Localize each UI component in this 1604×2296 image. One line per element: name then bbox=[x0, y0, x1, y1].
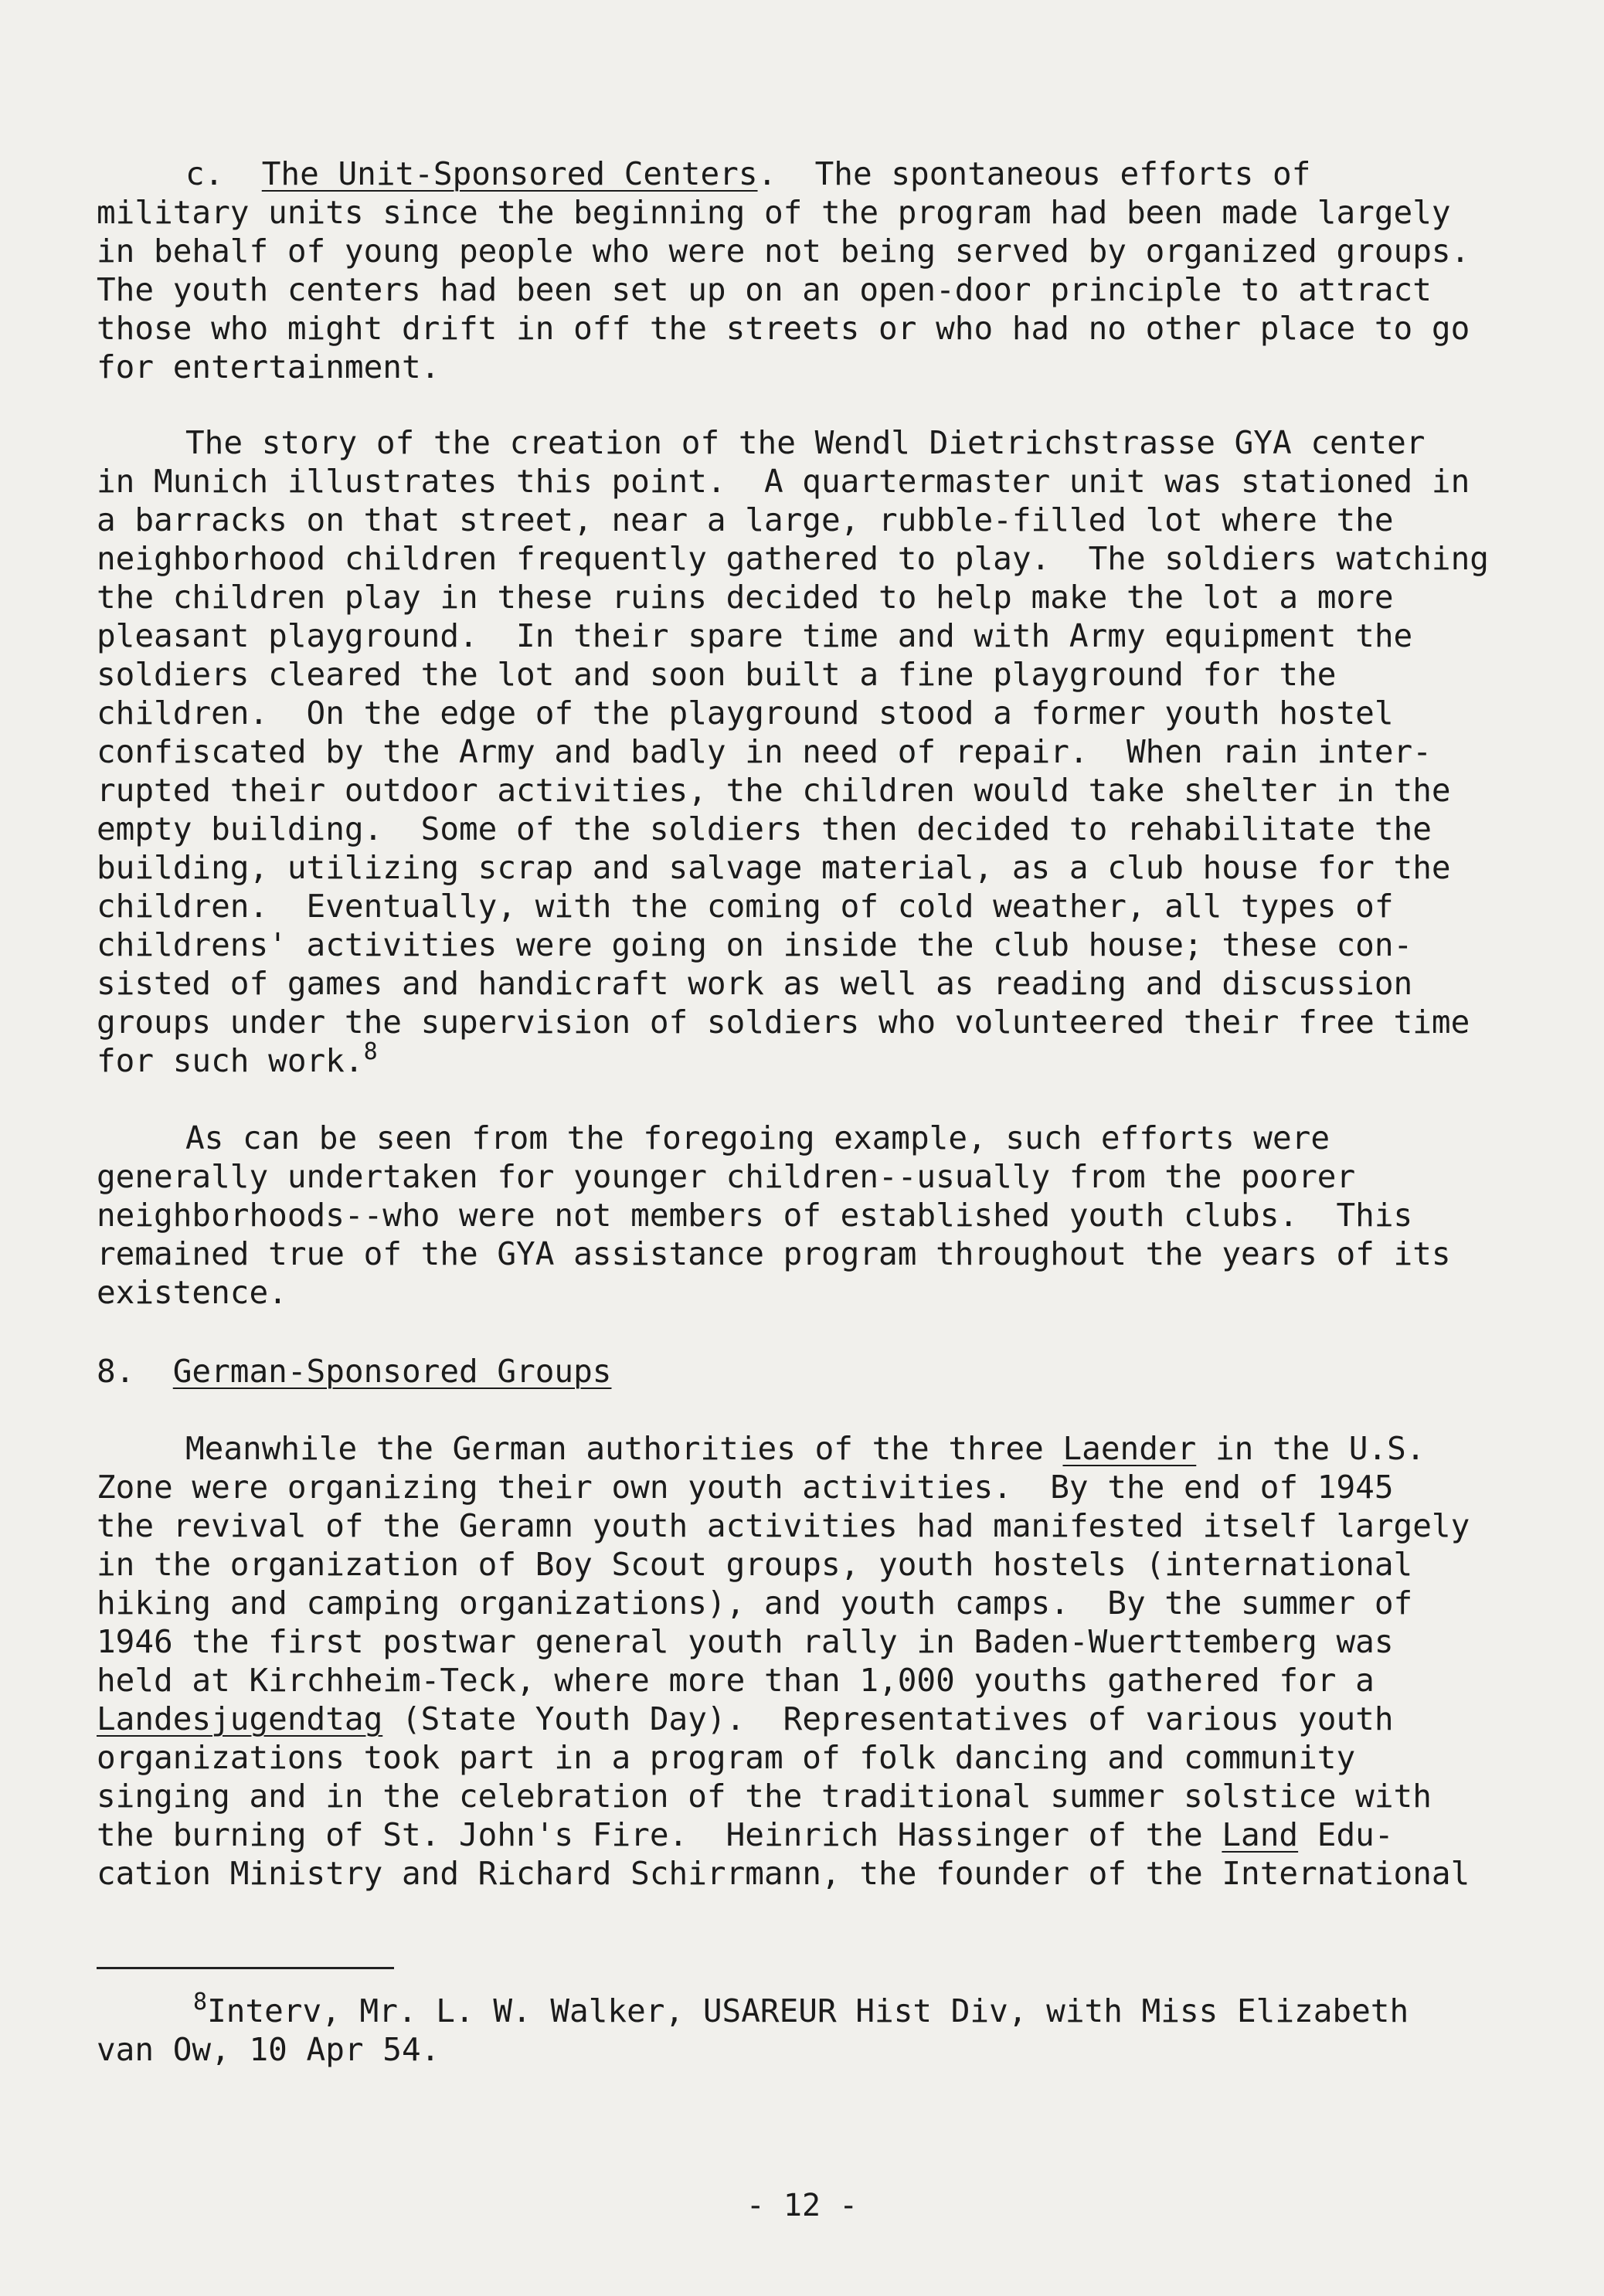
foregoing-line: remained true of the GYA assistance program throughout the years of its bbox=[97, 1235, 1451, 1272]
section-c-label: c. bbox=[185, 155, 224, 192]
section-c-heading: The Unit-Sponsored Centers bbox=[261, 155, 758, 192]
story-line: The story of the creation of the Wendl Dietrichstrasse GYA center bbox=[185, 424, 1426, 461]
german-text: Meanwhile the German authorities of the three bbox=[185, 1430, 1063, 1467]
page-number: - 12 - bbox=[746, 2188, 858, 2223]
footnote-reference: 8 bbox=[363, 1038, 378, 1065]
laender-term: Laender bbox=[1062, 1430, 1197, 1467]
german-line: 1946 the first postwar general youth rally in Baden-Wuerttemberg was bbox=[97, 1623, 1394, 1660]
section-c-line: those who might drift in off the streets or who had no other place to go bbox=[97, 310, 1470, 347]
german-line: Zone were organizing their own youth activities. By the end of 1945 bbox=[97, 1469, 1394, 1506]
story-line: sisted of games and handicraft work as well as reading and discussion bbox=[97, 965, 1413, 1002]
section-8-heading-line bbox=[97, 1352, 611, 1391]
story-line: the children play in these ruins decided to help make the lot a more bbox=[97, 579, 1394, 616]
german-line: cation Ministry and Richard Schirrmann, the founder of the International bbox=[97, 1855, 1470, 1892]
section-8-heading: German-Sponsored Groups bbox=[172, 1353, 612, 1390]
section-c-line: in behalf of young people who were not being served by organized groups. bbox=[97, 233, 1470, 270]
story-line: children. On the edge of the playground stood a former youth hostel bbox=[97, 695, 1394, 732]
landesjugendtag-term: Landesjugendtag bbox=[97, 1700, 383, 1737]
german-text: the burning of St. John's Fire. Heinrich Hassinger of the bbox=[97, 1816, 1222, 1853]
footnote-text: Interv, Mr. L. W. Walker, USAREUR Hist Div, with Miss Elizabeth bbox=[207, 1992, 1409, 2029]
footnote-divider bbox=[97, 1967, 394, 1969]
story-line: in Munich illustrates this point. A quartermaster unit was stationed in bbox=[97, 463, 1470, 500]
section-c-first-line bbox=[185, 155, 1310, 193]
story-line: groups under the supervision of soldiers who volunteered their free time bbox=[97, 1004, 1470, 1041]
section-c-line: . The spontaneous efforts of bbox=[757, 155, 1311, 192]
story-last-text: for such work. bbox=[97, 1042, 364, 1079]
section-c-line: military units since the beginning of the program had been made largely bbox=[97, 194, 1451, 231]
foregoing-line: generally undertaken for younger children--usually from the poorer bbox=[97, 1158, 1356, 1195]
land-term: Land bbox=[1222, 1816, 1299, 1853]
footnote-line: van Ow, 10 Apr 54. bbox=[97, 2031, 440, 2068]
german-line: hiking and camping organizations), and youth camps. By the summer of bbox=[97, 1584, 1413, 1622]
story-line: pleasant playground. In their spare time and with Army equipment the bbox=[97, 617, 1413, 654]
section-c-line: The youth centers had been set up on an open-door principle to attract bbox=[97, 271, 1432, 308]
german-text: (State Youth Day). Representatives of various youth bbox=[382, 1700, 1394, 1737]
german-line bbox=[97, 1815, 1394, 1854]
story-line: neighborhood children frequently gathered to play. The soldiers watching bbox=[97, 540, 1489, 577]
foregoing-line: existence. bbox=[97, 1274, 287, 1311]
german-line bbox=[185, 1429, 1425, 1468]
story-last-line bbox=[97, 1038, 378, 1080]
story-line: a barracks on that street, near a large, rubble-filled lot where the bbox=[97, 501, 1394, 538]
story-line: rupted their outdoor activities, the children would take shelter in the bbox=[97, 772, 1451, 809]
foregoing-line: neighborhoods--who were not members of established youth clubs. This bbox=[97, 1197, 1413, 1234]
german-line: held at Kirchheim-Teck, where more than 1,000 youths gathered for a bbox=[97, 1662, 1375, 1699]
german-line: in the organization of Boy Scout groups, youth hostels (international bbox=[97, 1546, 1413, 1583]
section-c-line: for entertainment. bbox=[97, 348, 440, 385]
footnote-line bbox=[193, 1989, 1409, 2030]
german-line: organizations took part in a program of folk dancing and community bbox=[97, 1739, 1356, 1776]
foregoing-line: As can be seen from the foregoing example, such efforts were bbox=[185, 1119, 1330, 1156]
story-line: childrens' activities were going on inside the club house; these con- bbox=[97, 926, 1413, 963]
story-line: building, utilizing scrap and salvage material, as a club house for the bbox=[97, 849, 1451, 886]
story-line: children. Eventually, with the coming of cold weather, all types of bbox=[97, 888, 1394, 925]
story-line: soldiers cleared the lot and soon built a fine playground for the bbox=[97, 656, 1337, 693]
german-text: in the U.S. bbox=[1196, 1430, 1426, 1467]
story-line: confiscated by the Army and badly in need of repair. When rain inter- bbox=[97, 733, 1432, 770]
story-line: empty building. Some of the soldiers then decided to rehabilitate the bbox=[97, 810, 1432, 847]
german-text: Edu- bbox=[1298, 1816, 1394, 1853]
german-line: singing and in the celebration of the traditional summer solstice with bbox=[97, 1778, 1432, 1815]
german-line bbox=[97, 1700, 1394, 1738]
footnote-number: 8 bbox=[193, 1989, 208, 2016]
german-line: the revival of the Geramn youth activities had manifested itself largely bbox=[97, 1507, 1470, 1544]
section-8-number: 8. bbox=[97, 1353, 135, 1390]
